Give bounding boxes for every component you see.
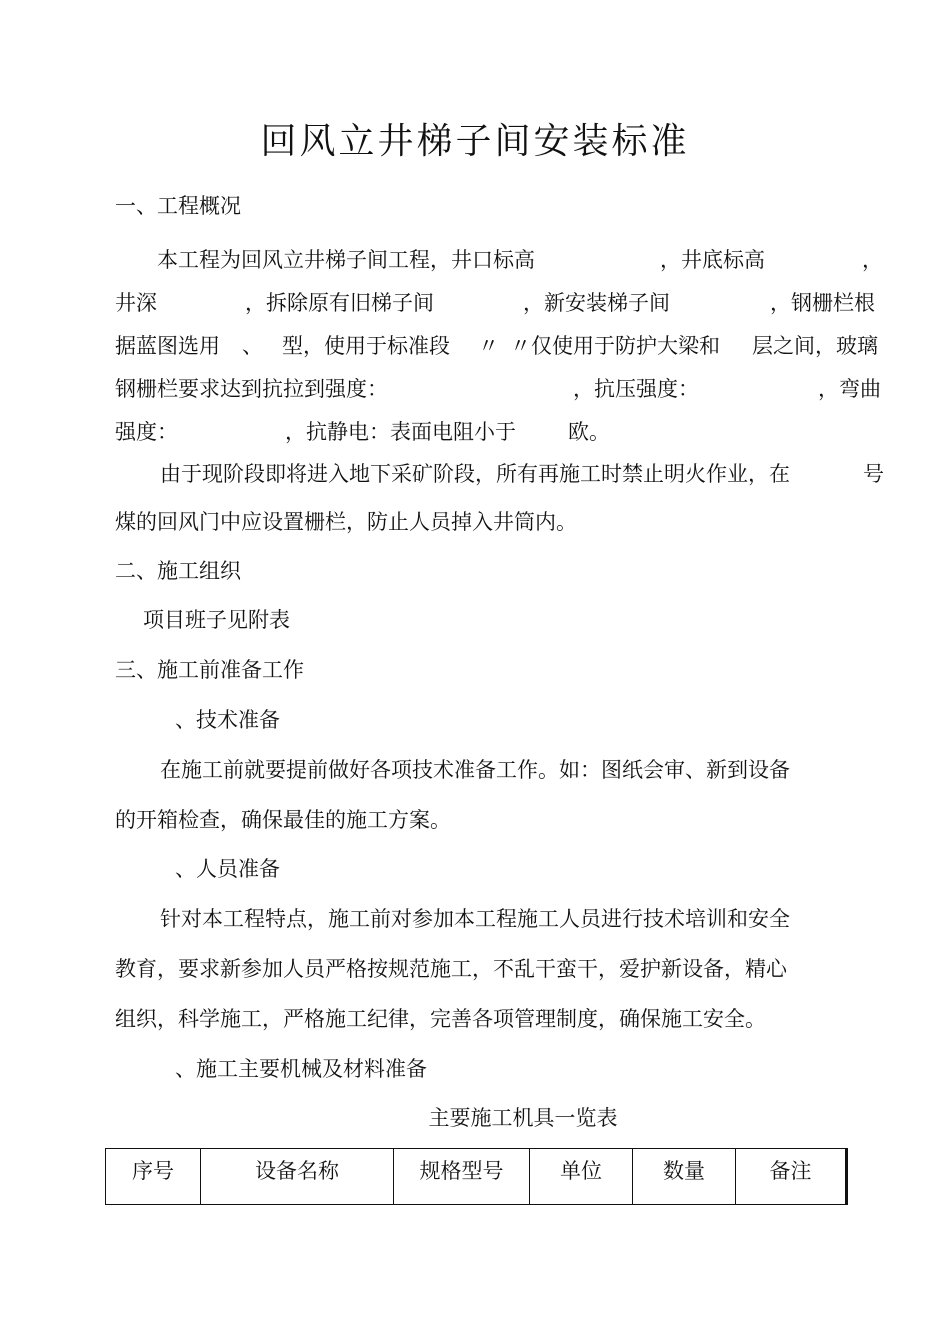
paragraph-text: 钢栅栏要求达到抗拉到强度： bbox=[115, 377, 388, 401]
column-header-quantity: 数量 bbox=[633, 1149, 736, 1205]
paragraph-text: ，弯曲 bbox=[818, 377, 881, 401]
table-header-row bbox=[106, 1149, 847, 1205]
paragraph-text: 欧。 bbox=[568, 420, 610, 444]
section-heading-organization: 二、施工组织 bbox=[115, 559, 241, 583]
column-header-name: 设备名称 bbox=[201, 1149, 394, 1205]
paragraph-text: ，拆除原有旧梯子间 bbox=[245, 291, 434, 315]
column-header-unit: 单位 bbox=[530, 1149, 633, 1205]
paragraph-text: 型，使用于标准段 bbox=[282, 334, 450, 358]
paragraph-text: 在施工前就要提前做好各项技术准备工作。如：图纸会审、新到设备 bbox=[160, 758, 790, 782]
column-header-number: 序号 bbox=[106, 1149, 201, 1205]
column-header-model: 规格型号 bbox=[394, 1149, 530, 1205]
paragraph-text: 项目班子见附表 bbox=[143, 608, 290, 632]
subsection-heading: 、人员准备 bbox=[175, 857, 280, 881]
paragraph-text: 针对本工程特点，施工前对参加本工程施工人员进行技术培训和安全 bbox=[160, 907, 790, 931]
paragraph-text: ，抗压强度： bbox=[573, 377, 699, 401]
paragraph-text: 强度： bbox=[115, 420, 178, 444]
paragraph-text: 由于现阶段即将进入地下采矿阶段，所有再施工时禁止明火作业，在 bbox=[160, 462, 790, 486]
paragraph-text: ，钢栅栏根 bbox=[770, 291, 875, 315]
paragraph-text: 、 bbox=[242, 334, 263, 358]
equipment-table bbox=[105, 1148, 848, 1205]
paragraph-text: ，新安装梯子间 bbox=[523, 291, 670, 315]
paragraph-text: 教育，要求新参加人员严格按规范施工，不乱干蛮干，爱护新设备，精心 bbox=[115, 957, 787, 981]
paragraph-text: 煤的回风门中应设置栅栏，防止人员掉入井筒内。 bbox=[115, 510, 577, 534]
section-heading-preparation: 三、施工前准备工作 bbox=[115, 658, 304, 682]
paragraph-text: 号 bbox=[863, 462, 884, 486]
subsection-heading: 、技术准备 bbox=[175, 708, 280, 732]
paragraph-text: 的开箱检查，确保最佳的施工方案。 bbox=[115, 808, 451, 832]
subsection-heading: 、施工主要机械及材料准备 bbox=[175, 1057, 427, 1081]
paragraph-text: 层之间，玻璃 bbox=[752, 334, 878, 358]
table-caption: 主要施工机具一览表 bbox=[428, 1106, 618, 1130]
paragraph-text: 据蓝图选用 bbox=[115, 334, 220, 358]
section-heading-overview: 一、工程概况 bbox=[115, 194, 241, 218]
paragraph-text: 本工程为回风立井梯子间工程，井口标高 bbox=[157, 248, 535, 272]
paragraph-text: 组织，科学施工，严格施工纪律，完善各项管理制度，确保施工安全。 bbox=[115, 1007, 766, 1031]
paragraph-text: 井深 bbox=[115, 291, 157, 315]
paragraph-text: 〃 bbox=[478, 334, 499, 358]
column-header-remarks: 备注 bbox=[736, 1149, 847, 1205]
document-title: 回风立井梯子间安装标准 bbox=[260, 121, 690, 162]
paragraph-text: ，抗静电：表面电阻小于 bbox=[285, 420, 516, 444]
paragraph-text: ， bbox=[862, 248, 883, 272]
paragraph-text: 〃仅使用于防护大梁和 bbox=[510, 334, 720, 358]
paragraph-text: ，井底标高 bbox=[660, 248, 765, 272]
